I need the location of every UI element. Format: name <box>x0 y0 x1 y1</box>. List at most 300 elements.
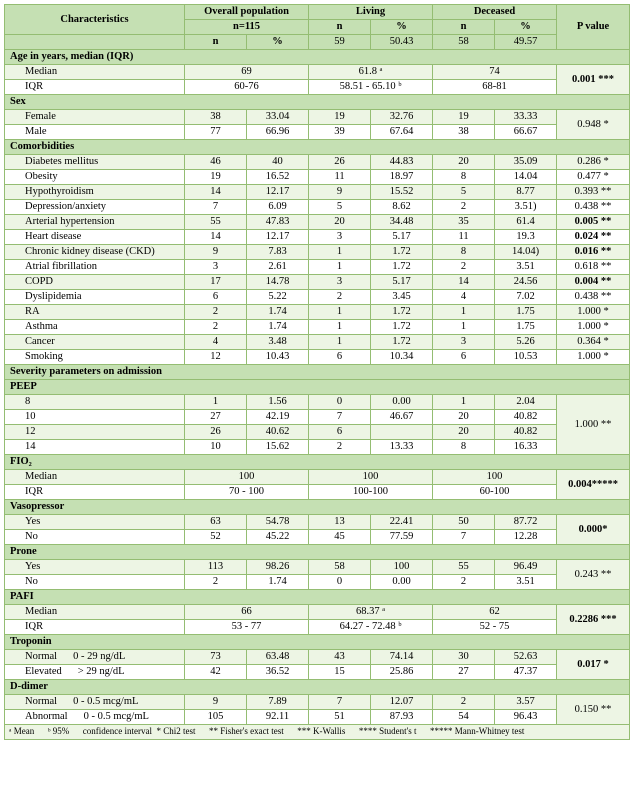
overall-n-label: n <box>185 35 247 50</box>
deceased-pct-value: 49.57 <box>495 35 557 50</box>
table-row <box>5 245 630 260</box>
value-cell: 87.72 <box>495 515 557 530</box>
table-row <box>5 155 630 170</box>
value-cell: 0.00 <box>371 575 433 590</box>
value-cell: 3.45 <box>371 290 433 305</box>
deceased-pct-label: % <box>495 20 557 35</box>
value-cell <box>371 425 433 440</box>
p-value-cell: 0.438 ** <box>557 290 630 305</box>
value-cell: 1.74 <box>247 575 309 590</box>
value-cell: 20 <box>433 155 495 170</box>
table-row <box>5 515 630 530</box>
value-cell: 50 <box>433 515 495 530</box>
value-cell: 1 <box>433 305 495 320</box>
value-cell: 27 <box>185 410 247 425</box>
value-cell: 39 <box>309 125 371 140</box>
value-cell: 73 <box>185 650 247 665</box>
value-cell: 52 - 75 <box>433 620 557 635</box>
value-cell: 5 <box>309 200 371 215</box>
value-cell: 2 <box>309 290 371 305</box>
table-row <box>5 485 630 500</box>
value-cell: 0 <box>309 575 371 590</box>
value-cell: 1.75 <box>495 320 557 335</box>
value-cell: 7 <box>185 200 247 215</box>
p-value-cell: 0.150 ** <box>557 695 630 725</box>
p-value-cell: 0.618 ** <box>557 260 630 275</box>
value-cell: 77.59 <box>371 530 433 545</box>
value-cell: 100 <box>433 470 557 485</box>
row-label-cell: 14 <box>5 440 185 455</box>
value-cell: 3.51) <box>495 200 557 215</box>
value-cell: 63.48 <box>247 650 309 665</box>
section-title: D-dimer <box>5 680 630 695</box>
value-cell: 47.37 <box>495 665 557 680</box>
row-label-text: Normal <box>25 696 58 708</box>
table-row <box>5 575 630 590</box>
value-cell: 11 <box>433 230 495 245</box>
value-cell: 0 <box>309 395 371 410</box>
row-label-cell: Yes <box>5 515 185 530</box>
value-cell: 2.04 <box>495 395 557 410</box>
value-cell: 7.02 <box>495 290 557 305</box>
value-cell: 1.72 <box>371 260 433 275</box>
row-label-cell: Male <box>5 125 185 140</box>
value-cell: 42.19 <box>247 410 309 425</box>
value-cell: 12.28 <box>495 530 557 545</box>
section-title: Age in years, median (IQR) <box>5 50 630 65</box>
living-group-header: Living <box>309 5 433 20</box>
value-cell: 69 <box>185 65 309 80</box>
value-cell: 7 <box>309 695 371 710</box>
value-cell: 7.89 <box>247 695 309 710</box>
characteristics-header: Characteristics <box>5 5 185 35</box>
section-header-row <box>5 50 630 65</box>
p-value-header: P value <box>557 5 630 50</box>
value-cell: 40.82 <box>495 410 557 425</box>
value-cell: 45 <box>309 530 371 545</box>
value-cell: 14.04 <box>495 170 557 185</box>
value-cell: 6 <box>185 290 247 305</box>
value-cell: 8 <box>433 245 495 260</box>
value-cell: 4 <box>433 290 495 305</box>
value-cell: 54 <box>433 710 495 725</box>
value-cell: 5.17 <box>371 275 433 290</box>
value-cell: 25.86 <box>371 665 433 680</box>
value-cell: 60-76 <box>185 80 309 95</box>
row-range-text: 0 - 0.5 mcg/mL <box>73 696 139 708</box>
table-row <box>5 710 630 725</box>
value-cell: 38 <box>433 125 495 140</box>
overall-pct-label: % <box>247 35 309 50</box>
p-value-cell: 0.000* <box>557 515 630 545</box>
p-value-cell: 0.001 *** <box>557 65 630 95</box>
value-cell: 55 <box>433 560 495 575</box>
row-label-cell: 8 <box>5 395 185 410</box>
value-cell: 12.17 <box>247 230 309 245</box>
value-cell: 4 <box>185 335 247 350</box>
table-row <box>5 470 630 485</box>
row-label-cell <box>5 665 185 680</box>
value-cell: 52 <box>185 530 247 545</box>
value-cell: 14 <box>185 230 247 245</box>
section-header-row <box>5 590 630 605</box>
value-cell: 5.26 <box>495 335 557 350</box>
value-cell: 30 <box>433 650 495 665</box>
value-cell: 6 <box>309 425 371 440</box>
value-cell: 1.72 <box>371 335 433 350</box>
value-cell: 96.49 <box>495 560 557 575</box>
table-row <box>5 305 630 320</box>
section-title: Vasopressor <box>5 500 630 515</box>
table-row <box>5 335 630 350</box>
value-cell: 63 <box>185 515 247 530</box>
row-range-text: > 29 ng/dL <box>77 666 125 678</box>
value-cell: 1 <box>433 395 495 410</box>
value-cell: 44.83 <box>371 155 433 170</box>
value-cell: 64.27 - 72.48 ᵇ <box>309 620 433 635</box>
value-cell: 38 <box>185 110 247 125</box>
table-row <box>5 230 630 245</box>
value-cell: 51 <box>309 710 371 725</box>
value-cell: 12 <box>185 350 247 365</box>
value-cell: 96.43 <box>495 710 557 725</box>
value-cell: 74.14 <box>371 650 433 665</box>
section-header-row <box>5 680 630 695</box>
value-cell: 7 <box>309 410 371 425</box>
row-label-cell: Atrial fibrillation <box>5 260 185 275</box>
row-label-cell: COPD <box>5 275 185 290</box>
value-cell: 100 <box>309 470 433 485</box>
value-cell: 5 <box>433 185 495 200</box>
table-row <box>5 650 630 665</box>
table-row <box>5 605 630 620</box>
row-label-cell: Cancer <box>5 335 185 350</box>
table-row <box>5 425 630 440</box>
value-cell: 60-100 <box>433 485 557 500</box>
row-label-cell: No <box>5 530 185 545</box>
row-label-cell: Asthma <box>5 320 185 335</box>
footnote-row <box>5 725 630 740</box>
section-title: Severity parameters on admission <box>5 365 630 380</box>
living-pct-label: % <box>371 20 433 35</box>
value-cell: 70 - 100 <box>185 485 309 500</box>
value-cell: 52.63 <box>495 650 557 665</box>
value-cell: 13 <box>309 515 371 530</box>
row-label-cell: Smoking <box>5 350 185 365</box>
value-cell: 3 <box>433 335 495 350</box>
living-n-value: 59 <box>309 35 371 50</box>
table-row <box>5 110 630 125</box>
value-cell: 3 <box>309 275 371 290</box>
value-cell: 1 <box>309 320 371 335</box>
value-cell: 46.67 <box>371 410 433 425</box>
value-cell: 10.34 <box>371 350 433 365</box>
value-cell: 61.8 ᵃ <box>309 65 433 80</box>
value-cell: 19 <box>433 110 495 125</box>
value-cell: 61.4 <box>495 215 557 230</box>
p-value-cell: 0.364 * <box>557 335 630 350</box>
table-row <box>5 350 630 365</box>
row-label-cell: Arterial hypertension <box>5 215 185 230</box>
value-cell: 62 <box>433 605 557 620</box>
table-row <box>5 80 630 95</box>
value-cell: 10.43 <box>247 350 309 365</box>
value-cell: 22.41 <box>371 515 433 530</box>
table-row <box>5 200 630 215</box>
row-label-cell: Female <box>5 110 185 125</box>
value-cell: 1 <box>433 320 495 335</box>
value-cell: 66.67 <box>495 125 557 140</box>
row-label-cell: Depression/anxiety <box>5 200 185 215</box>
p-value-cell: 0.438 ** <box>557 200 630 215</box>
value-cell: 40 <box>247 155 309 170</box>
value-cell: 19.3 <box>495 230 557 245</box>
table-header <box>5 5 630 50</box>
row-label-cell <box>5 710 185 725</box>
value-cell: 98.26 <box>247 560 309 575</box>
section-header-row <box>5 140 630 155</box>
row-label-cell: Median <box>5 65 185 80</box>
footnote: ᵃ Mean ᵇ 95% confidence interval * Chi2 test ** Fisher's exact test *** K-Wallis **** Student's t ***** Mann-Whitney test <box>5 725 630 740</box>
value-cell: 1.72 <box>371 320 433 335</box>
p-value-cell: 0.017 * <box>557 650 630 680</box>
row-label-cell: Diabetes mellitus <box>5 155 185 170</box>
value-cell: 43 <box>309 650 371 665</box>
value-cell: 12.07 <box>371 695 433 710</box>
value-cell: 20 <box>433 425 495 440</box>
value-cell: 100-100 <box>309 485 433 500</box>
value-cell: 2 <box>433 260 495 275</box>
value-cell: 55 <box>185 215 247 230</box>
value-cell: 9 <box>185 245 247 260</box>
value-cell: 2 <box>433 695 495 710</box>
value-cell: 3 <box>309 230 371 245</box>
row-label-cell: IQR <box>5 80 185 95</box>
value-cell: 77 <box>185 125 247 140</box>
value-cell: 40.82 <box>495 425 557 440</box>
table-row <box>5 560 630 575</box>
p-value-cell: 0.393 ** <box>557 185 630 200</box>
living-pct-value: 50.43 <box>371 35 433 50</box>
p-value-cell: 0.004***** <box>557 470 630 500</box>
value-cell: 1.72 <box>371 305 433 320</box>
value-cell: 13.33 <box>371 440 433 455</box>
value-cell: 1.72 <box>371 245 433 260</box>
value-cell: 47.83 <box>247 215 309 230</box>
value-cell: 20 <box>309 215 371 230</box>
value-cell: 1 <box>309 260 371 275</box>
section-title: PEEP <box>5 380 630 395</box>
table-row <box>5 125 630 140</box>
row-label-cell <box>5 695 185 710</box>
table-row <box>5 260 630 275</box>
section-header-row <box>5 455 630 470</box>
value-cell: 26 <box>309 155 371 170</box>
value-cell: 68-81 <box>433 80 557 95</box>
section-header-row <box>5 365 630 380</box>
value-cell: 45.22 <box>247 530 309 545</box>
value-cell: 67.64 <box>371 125 433 140</box>
section-title: Troponin <box>5 635 630 650</box>
value-cell: 2 <box>185 305 247 320</box>
value-cell: 1.74 <box>247 320 309 335</box>
row-label-cell: Chronic kidney disease (CKD) <box>5 245 185 260</box>
value-cell: 17 <box>185 275 247 290</box>
value-cell: 36.52 <box>247 665 309 680</box>
row-label-cell: No <box>5 575 185 590</box>
value-cell: 14.78 <box>247 275 309 290</box>
value-cell: 42 <box>185 665 247 680</box>
row-range-text: 0 - 29 ng/dL <box>73 651 126 663</box>
value-cell: 8 <box>433 440 495 455</box>
table-row <box>5 620 630 635</box>
section-header-row <box>5 95 630 110</box>
value-cell: 1 <box>309 335 371 350</box>
value-cell: 68.37 ᵃ <box>309 605 433 620</box>
value-cell: 92.11 <box>247 710 309 725</box>
value-cell: 15.62 <box>247 440 309 455</box>
value-cell: 2 <box>185 320 247 335</box>
value-cell: 3.51 <box>495 260 557 275</box>
table-row <box>5 290 630 305</box>
value-cell: 7.83 <box>247 245 309 260</box>
value-cell: 3.51 <box>495 575 557 590</box>
table-row <box>5 695 630 710</box>
value-cell: 15 <box>309 665 371 680</box>
section-title: FIO₂ <box>5 455 630 470</box>
section-header-row <box>5 635 630 650</box>
value-cell: 1.75 <box>495 305 557 320</box>
value-cell: 8.77 <box>495 185 557 200</box>
value-cell: 32.76 <box>371 110 433 125</box>
table-row <box>5 170 630 185</box>
value-cell: 1.74 <box>247 305 309 320</box>
deceased-n-value: 58 <box>433 35 495 50</box>
value-cell: 16.52 <box>247 170 309 185</box>
value-cell: 74 <box>433 65 557 80</box>
row-label-cell: 10 <box>5 410 185 425</box>
value-cell: 58 <box>309 560 371 575</box>
table-body <box>5 50 630 740</box>
value-cell: 10.53 <box>495 350 557 365</box>
value-cell: 35 <box>433 215 495 230</box>
row-label-cell: Median <box>5 470 185 485</box>
value-cell: 1.56 <box>247 395 309 410</box>
p-value-cell: 0.948 * <box>557 110 630 140</box>
p-value-cell: 0.2286 *** <box>557 605 630 635</box>
value-cell: 9 <box>309 185 371 200</box>
row-label-cell: Hypothyroidism <box>5 185 185 200</box>
value-cell: 12.17 <box>247 185 309 200</box>
value-cell: 6 <box>433 350 495 365</box>
table-row <box>5 665 630 680</box>
section-title: Sex <box>5 95 630 110</box>
value-cell: 54.78 <box>247 515 309 530</box>
header-row-3 <box>5 35 630 50</box>
row-label-cell: IQR <box>5 485 185 500</box>
row-label-cell: Heart disease <box>5 230 185 245</box>
section-header-row <box>5 380 630 395</box>
overall-n-total: n=115 <box>185 20 309 35</box>
value-cell: 113 <box>185 560 247 575</box>
section-title: Prone <box>5 545 630 560</box>
value-cell: 3.57 <box>495 695 557 710</box>
value-cell: 6 <box>309 350 371 365</box>
value-cell: 2 <box>185 575 247 590</box>
table-row <box>5 275 630 290</box>
p-value-cell: 1.000 * <box>557 320 630 335</box>
overall-group-header: Overall population <box>185 5 309 20</box>
value-cell: 6.09 <box>247 200 309 215</box>
section-header-row <box>5 545 630 560</box>
value-cell: 46 <box>185 155 247 170</box>
row-label-text: Normal <box>25 651 58 663</box>
p-value-cell: 1.000 ** <box>557 395 630 455</box>
p-value-cell: 0.004 ** <box>557 275 630 290</box>
row-label-cell: Median <box>5 605 185 620</box>
value-cell: 20 <box>433 410 495 425</box>
value-cell: 34.48 <box>371 215 433 230</box>
value-cell: 15.52 <box>371 185 433 200</box>
value-cell: 19 <box>185 170 247 185</box>
value-cell: 0.00 <box>371 395 433 410</box>
table-row <box>5 440 630 455</box>
value-cell: 5.22 <box>247 290 309 305</box>
table-row <box>5 215 630 230</box>
value-cell: 53 - 77 <box>185 620 309 635</box>
row-label-cell: Dyslipidemia <box>5 290 185 305</box>
value-cell: 3 <box>185 260 247 275</box>
value-cell: 1 <box>185 395 247 410</box>
p-value-cell: 1.000 * <box>557 305 630 320</box>
value-cell: 8 <box>433 170 495 185</box>
value-cell: 33.33 <box>495 110 557 125</box>
value-cell: 58.51 - 65.10 ᵇ <box>309 80 433 95</box>
living-n-label: n <box>309 20 371 35</box>
p-value-cell: 0.477 * <box>557 170 630 185</box>
value-cell: 16.33 <box>495 440 557 455</box>
section-title: PAFI <box>5 590 630 605</box>
deceased-n-label: n <box>433 20 495 35</box>
value-cell: 33.04 <box>247 110 309 125</box>
value-cell: 2 <box>433 575 495 590</box>
value-cell: 7 <box>433 530 495 545</box>
row-label-text: Elevated <box>25 666 62 678</box>
value-cell: 66 <box>185 605 309 620</box>
deceased-group-header: Deceased <box>433 5 557 20</box>
empty-header-cell <box>5 35 185 50</box>
value-cell: 2 <box>309 440 371 455</box>
table-row <box>5 65 630 80</box>
p-value-cell: 0.016 ** <box>557 245 630 260</box>
p-value-cell: 0.243 ** <box>557 560 630 590</box>
row-label-cell: Obesity <box>5 170 185 185</box>
value-cell: 14.04) <box>495 245 557 260</box>
value-cell: 24.56 <box>495 275 557 290</box>
row-label-text: Abnormal <box>25 711 68 723</box>
value-cell: 1 <box>309 245 371 260</box>
p-value-cell: 0.286 * <box>557 155 630 170</box>
value-cell: 14 <box>185 185 247 200</box>
row-label-cell: 12 <box>5 425 185 440</box>
value-cell: 14 <box>433 275 495 290</box>
section-header-row <box>5 500 630 515</box>
header-row-1 <box>5 5 630 20</box>
value-cell: 27 <box>433 665 495 680</box>
table-row <box>5 395 630 410</box>
table-row <box>5 530 630 545</box>
value-cell: 10 <box>185 440 247 455</box>
